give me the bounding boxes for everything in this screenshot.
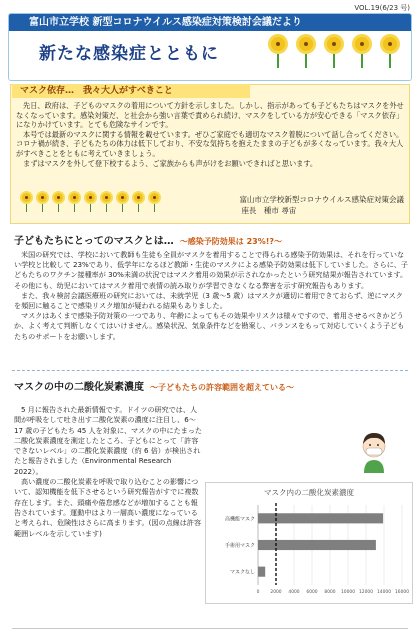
chart-category-label: 手術用マスク: [224, 543, 255, 549]
mask-paragraph: まずはマスクを外して登下校するよう、ご家族からも声がけをお願いできればと思います。: [23, 158, 318, 168]
signature-name: 座長 種市 尋宙: [241, 206, 297, 215]
section1-subtitle: ～感染予防効果は 23%!?～: [179, 237, 283, 246]
chart-bar: [258, 567, 265, 577]
child-with-mask-illustration: [354, 430, 394, 474]
section2-paragraph: 高い濃度の二酸化炭素を呼吸で取り込むことの影響について、認知機能を低下させるという研究報告がすでに複数存在します。また、頭痛や倦怠感などが増加することも報告されています。運動中はより一層高い濃度になっていると考えられ、危険性はさらに高まります。(図の点線は許容範囲レベルを示しています): [14, 477, 202, 538]
section2-paragraph: 5 月に報告された最新情報です。ドイツの研究では、人間が呼吸をして吐き出す二酸化炭素の濃度に注目し、6～17 歳の子どもたち 45 人を対象に、マスクの中にたまった二酸化炭素濃度を測定したところ、子どもにとって「許容できないレベル」の二酸化炭素濃度（約 6 倍）が検出されたと報告されました（Environmental Research 2022）。: [14, 405, 202, 476]
chart-tick-label: 0: [256, 590, 260, 595]
chart-tick-label: 4000: [288, 590, 300, 595]
section1-paragraph: また、我々検討会議医療班の研究においては、未就学児（3 歳～5 歳）はマスクが適切に着用できておらず、逆にマスクを頻回に触ることで感染リスク増加が疑われる結果もありました。: [14, 290, 403, 311]
mask-box-body: [16, 101, 404, 168]
chart-tick-label: 14000: [377, 590, 391, 595]
newsletter-header: [8, 13, 412, 81]
signature-org: 富山市立学校新型コロナウイルス感染症対策会議: [239, 195, 404, 204]
mask-paragraph: 本号では最新のマスクに関する情報を載せています。ぜひご家庭でも適切なマスク着脱について話し合ってください。コロナ禍が続き、子どもたちの体力は低下しており、不安な気持ちを抱えたままの子どもが多くなっています。我々大人がすべきことをともに考えていきましょう。: [16, 129, 404, 158]
signature: [239, 194, 404, 216]
chart-tick-label: 12000: [359, 590, 373, 595]
flower-decoration: [20, 191, 160, 213]
section-divider: [12, 370, 408, 371]
chart-category-label: マスクなし: [229, 569, 255, 576]
chart-category-label: 高機能マスク: [224, 516, 255, 523]
section1-body: [14, 250, 408, 342]
chart-tick-label: 2000: [270, 590, 282, 595]
header-main: [9, 31, 411, 80]
chart-tick-label: 6000: [306, 590, 318, 595]
volume-number: VOL.19(6/23 号): [354, 4, 410, 12]
co2-chart: [205, 482, 413, 604]
mask-paragraph: 先日、政府は、子どものマスクの着用について方針を示しました。しかし、指示があっても子どもたちはマスクを外せなくなっています。感染対策だ、と社会から強い言葉で責められ続け、マスクをしている方が安心できる「マスク依存」になりかけています。とても危険なサインです。: [16, 101, 404, 130]
footer-line: [12, 628, 408, 629]
section2-body: [14, 405, 204, 539]
header-top-line: 富山市立学校 新型コロナウイルス感染症対策検討会議だより: [9, 14, 411, 31]
chart-tick-label: 10000: [341, 590, 355, 595]
section1-heading: [14, 232, 282, 247]
chart-plot-area: [225, 503, 409, 595]
chart-tick-label: 16000: [395, 590, 409, 595]
section1-paragraph: 米国の研究では、学校において教師も生徒も全員がマスクを着用することで得られる感染予防効果は、それを行っていない学校と比較して 23%であり、低学年になるほど教師・生徒のマスクによる感染予防効果は低下していました。さらに、子どもたちのワクチン接種率が 30%未満の状況ではマスク着用の効果が示されなかったという研究結果が報告されています。その他にも、幼児においてはマスク着用で表情の読み取りが学習できなくなる弊害を示す研究報告もあります。: [14, 250, 408, 290]
section1-title: 子どもたちにとってのマスクとは…: [14, 236, 174, 247]
section2-title: マスクの中の二酸化炭素濃度: [14, 382, 144, 393]
section1-paragraph: マスクはあくまで感染予防対策の一つであり、年齢によってもその効果やリスクは様々ですので、着用させるべきかどうか、よく考えて判断しなくてはいけません。感染状況、気象条件などを勘案し、バランスをもって対応していくよう子どもたちのサポートをお願いします。: [14, 311, 405, 341]
chart-tick-label: 8000: [324, 590, 336, 595]
chart-bar: [258, 513, 383, 523]
section2-heading: [14, 378, 294, 393]
section2-subtitle: ～子どもたちの許容範囲を超えている～: [150, 383, 294, 392]
mask-box-heading: マスク依存… 我々大人がすべきこと: [12, 84, 250, 98]
newsletter-title: 新たな感染症とともに: [39, 44, 219, 64]
chart-title: マスク内の二酸化炭素濃度: [264, 488, 354, 497]
